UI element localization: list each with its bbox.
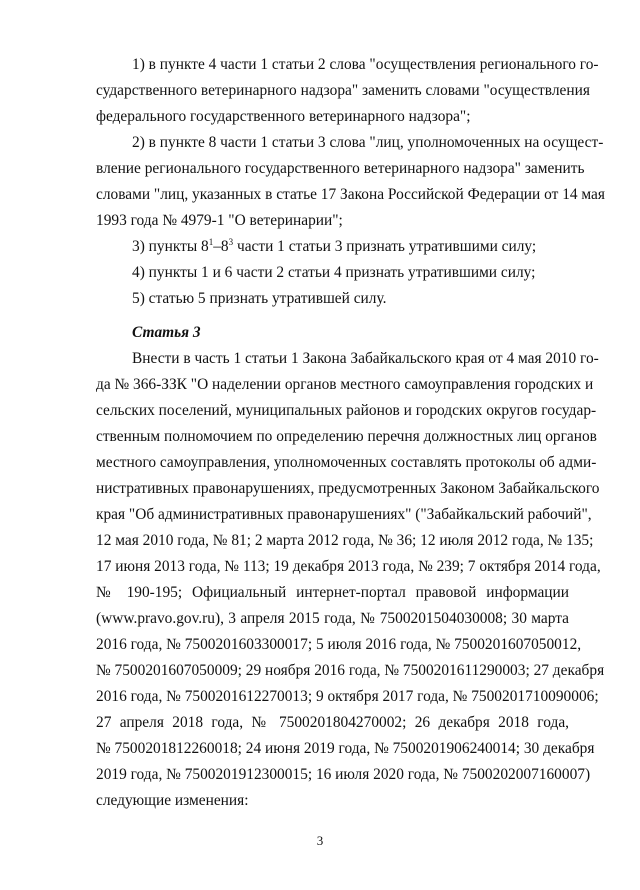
page-number: 3	[316, 833, 324, 848]
article-line-15: 27 апреля 2018 года, № 7500201804270002; 26 декабря 2018 года,	[96, 714, 569, 731]
article-line-8: 12 мая 2010 года, № 81; 2 марта 2012 года, № 36; 12 июля 2012 года, № 135;	[96, 532, 594, 549]
item-3-suffix: части 1 статьи 3 признать утратившими силу;	[233, 238, 537, 255]
article-line-5: местного самоуправления, уполномоченных составлять протоколы об адми-	[96, 454, 597, 471]
article-line-7: края "Об административных правонарушениях" ("Забайкальский рабочий",	[96, 506, 592, 523]
article-line-12: 2016 года, № 7500201603300017; 5 июля 2016 года, № 7500201607050012,	[96, 636, 582, 653]
article-line-16: № 7500201812260018; 24 июня 2019 года, № 7500201906240014; 30 декабря	[96, 740, 595, 757]
item-1-line-2: сударственного ветеринарного надзора" заменить словами "осуществления	[96, 82, 590, 99]
article-line-11: (www.pravo.gov.ru), 3 апреля 2015 года, № 7500201504030008; 30 марта	[96, 610, 569, 627]
item-3-dash: –8	[213, 238, 229, 255]
article-line-17: 2019 года, № 7500201912300015; 16 июля 2020 года, № 7500202007160007)	[96, 766, 591, 783]
article-line-13: № 7500201607050009; 29 ноября 2016 года, № 7500201611290003; 27 декабря	[96, 662, 605, 679]
item-1-line-1: 1) в пункте 4 части 1 статьи 2 слова "осуществления регионального го-	[132, 56, 599, 73]
article-line-6: нистративных правонарушениях, предусмотренных Законом Забайкальского	[96, 480, 600, 497]
article-line-9: 17 июня 2013 года, № 113; 19 декабря 2013 года, № 239; 7 октября 2014 года,	[96, 558, 601, 575]
item-2-line-1: 2) в пункте 8 части 1 статьи 3 слова "лиц, уполномоченных на осущест-	[132, 134, 604, 151]
article-line-2: да № 366-ЗЗК "О наделении органов местного самоуправления городских и	[96, 376, 594, 393]
article-line-10: № 190-195; Официальный интернет-портал правовой информации	[96, 584, 569, 601]
article-heading: Статья 3	[132, 324, 201, 341]
item-3	[132, 234, 569, 260]
article-line-4: ственным полномочием по определению перечня должностных лиц органов	[96, 428, 597, 445]
item-3-prefix: 3) пункты 8	[132, 238, 209, 255]
article-line-14: 2016 года, № 7500201612270013; 9 октября 2017 года, № 7500201710090006;	[96, 688, 599, 705]
article-line-18: следующие изменения:	[96, 792, 249, 809]
item-2-line-3: словами "лиц, указанных в статье 17 Закона Российской Федерации от 14 мая	[96, 186, 605, 203]
item-3-sup-2: 3	[228, 237, 234, 247]
item-5: 5) статью 5 признать утратившей силу.	[132, 290, 387, 307]
article-line-1: Внести в часть 1 статьи 1 Закона Забайкальского края от 4 мая 2010 го-	[132, 350, 599, 367]
article-line-3: сельских поселений, муниципальных районов и городских округов государ-	[96, 402, 597, 419]
item-2-line-4: 1993 года № 4979-1 "О ветеринарии";	[96, 212, 343, 229]
item-3-sup-1: 1	[208, 237, 214, 247]
item-1-line-3: федерального государственного ветеринарного надзора";	[96, 108, 471, 125]
item-4: 4) пункты 1 и 6 части 2 статьи 4 признать утратившими силу;	[132, 264, 536, 281]
item-2-line-2: вление регионального государственного ветеринарного надзора" заменить	[96, 160, 585, 177]
